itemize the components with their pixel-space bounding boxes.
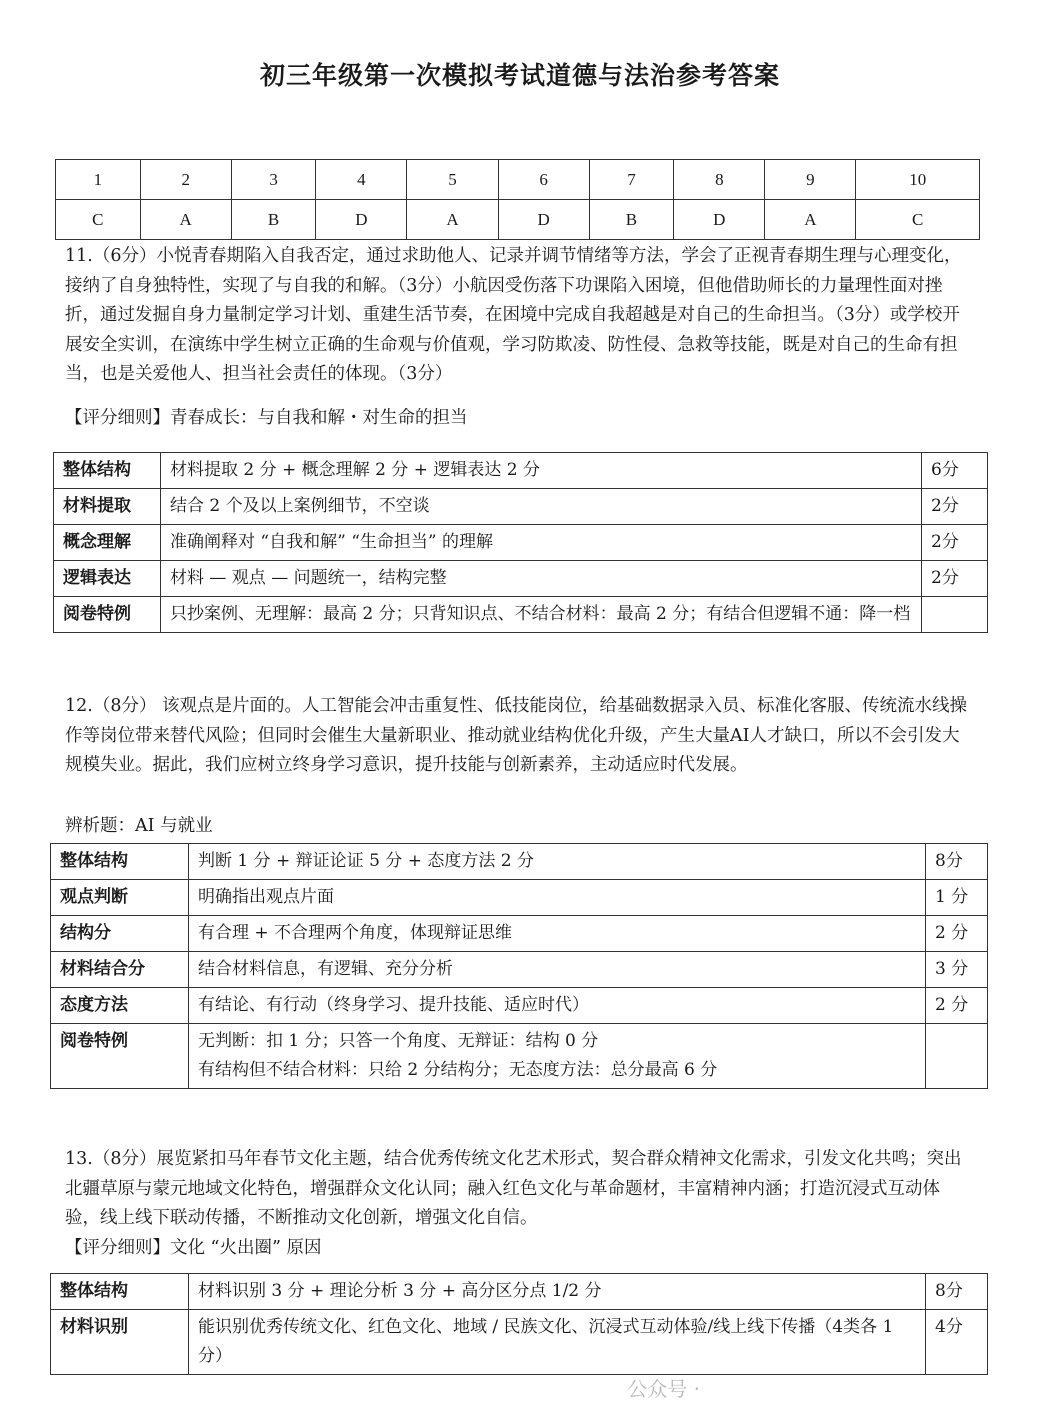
watermark: 公众号 · [627, 1377, 700, 1401]
question-number: 10 [856, 160, 980, 200]
rubric-criteria-line: 无判断：扣 1 分；只答一个角度、无辩证：结构 0 分 [198, 1031, 599, 1051]
rubric-item: 概念理解 [54, 525, 161, 561]
answer-letter: C [56, 200, 141, 240]
rubric-row [51, 880, 988, 916]
rubric-item: 材料提取 [54, 489, 161, 525]
answer-letter: A [765, 200, 856, 240]
answer-key-answer-row [56, 200, 980, 240]
rubric-score: 2分 [922, 561, 988, 597]
rubric-criteria: 材料 — 观点 — 问题统一，结构完整 [161, 561, 922, 597]
page-title: 初三年级第一次模拟考试道德与法治参考答案 [259, 61, 780, 90]
rubric-score [926, 1024, 988, 1089]
rubric-row [51, 916, 988, 952]
rubric-item: 整体结构 [51, 1274, 189, 1310]
answer-letter: D [316, 200, 407, 240]
question-number: 1 [56, 160, 141, 200]
rubric-score: 3 分 [926, 952, 988, 988]
q11-answer-text: 11.（6分）小悦青春期陷入自我否定，通过求助他人、记录并调节情绪等方法，学会了正视青春期生理与心理变化，接纳了自身独特性，实现了与自我的和解。（3分）小航因受伤落下功课陷入困境，但他借助师长的力量理性面对挫折，通过发掘自身力量制定学习计划、重建生活节奏，在困境中完成自我超越是对自己的生命担当。（3分）或学校开展安全实训，在演练中学生树立正确的生命观与价值观，学习防欺凌、防性侵、急救等技能，既是对自己的生命有担当，也是关爱他人、担当社会责任的体现。（3分） [65, 246, 962, 384]
answer-letter: D [674, 200, 765, 240]
rubric-score: 2 分 [926, 916, 988, 952]
question-number: 6 [498, 160, 589, 200]
rubric-row [51, 1274, 988, 1310]
rubric-item: 材料结合分 [51, 952, 189, 988]
q11-rubric-label: 【评分细则】青春成长：与自我和解・对生命的担当 [65, 408, 468, 428]
rubric-row [54, 453, 988, 489]
rubric-row [51, 952, 988, 988]
rubric-score: 8分 [926, 1274, 988, 1310]
rubric-criteria: 材料识别 3 分 + 理论分析 3 分 + 高分区分点 1/2 分 [189, 1274, 926, 1310]
rubric-score: 2分 [922, 489, 988, 525]
rubric-item: 材料识别 [51, 1310, 189, 1375]
rubric-item: 态度方法 [51, 988, 189, 1024]
rubric-score: 8分 [926, 844, 988, 880]
rubric-row [51, 1024, 988, 1089]
answer-letter: B [589, 200, 674, 240]
rubric-row [54, 561, 988, 597]
rubric-score: 4分 [926, 1310, 988, 1375]
answer-key-number-row [56, 160, 980, 200]
question-number: 7 [589, 160, 674, 200]
rubric-criteria: 判断 1 分 + 辩证论证 5 分 + 态度方法 2 分 [189, 844, 926, 880]
rubric-score: 6分 [922, 453, 988, 489]
q13-rubric-table [50, 1273, 988, 1375]
q13-answer-text: 13.（8分）展览紧扣马年春节文化主题，结合优秀传统文化艺术形式，契合群众精神文化需求，引发文化共鸣；突出北疆草原与蒙元地域文化特色，增强群众文化认同；融入红色文化与革命题材，丰富精神内涵；打造沉浸式互动体验，线上线下联动传播，不断推动文化创新，增强文化自信。 [65, 1149, 962, 1228]
question-number: 8 [674, 160, 765, 200]
rubric-item: 整体结构 [51, 844, 189, 880]
rubric-item: 阅卷特例 [54, 597, 161, 633]
rubric-item: 整体结构 [54, 453, 161, 489]
rubric-criteria: 明确指出观点片面 [189, 880, 926, 916]
answer-letter: A [140, 200, 231, 240]
rubric-score [922, 597, 988, 633]
answer-key-table [55, 159, 980, 240]
rubric-row [54, 597, 988, 633]
answer-letter: D [498, 200, 589, 240]
answer-letter: B [231, 200, 316, 240]
question-number: 4 [316, 160, 407, 200]
rubric-item: 结构分 [51, 916, 189, 952]
question-number: 5 [407, 160, 498, 200]
rubric-score: 2分 [922, 525, 988, 561]
rubric-criteria: 有结论、有行动（终身学习、提升技能、适应时代） [189, 988, 926, 1024]
rubric-score: 1 分 [926, 880, 988, 916]
rubric-item: 阅卷特例 [51, 1024, 189, 1089]
question-number: 3 [231, 160, 316, 200]
question-number: 2 [140, 160, 231, 200]
q11-rubric-table [53, 452, 988, 633]
answer-letter: A [407, 200, 498, 240]
rubric-criteria: 能识别优秀传统文化、红色文化、地域 / 民族文化、沉浸式互动体验/线上线下传播（4类各 1 分） [189, 1310, 926, 1375]
answer-letter: C [856, 200, 980, 240]
rubric-item: 逻辑表达 [54, 561, 161, 597]
rubric-row [54, 525, 988, 561]
rubric-row [51, 1310, 988, 1375]
rubric-criteria: 准确阐释对 “自我和解” “生命担当” 的理解 [161, 525, 922, 561]
rubric-row [54, 489, 988, 525]
rubric-row [51, 844, 988, 880]
rubric-criteria: 只抄案例、无理解：最高 2 分；只背知识点、不结合材料：最高 2 分；有结合但逻辑不通：降一档 [161, 597, 922, 633]
rubric-criteria: 结合材料信息，有逻辑、充分分析 [189, 952, 926, 988]
rubric-criteria-line: 有结构但不结合材料：只给 2 分结构分；无态度方法：总分最高 6 分 [198, 1060, 718, 1080]
rubric-criteria: 有合理 + 不合理两个角度，体现辩证思维 [189, 916, 926, 952]
q12-answer-text: 12.（8分） 该观点是片面的。人工智能会冲击重复性、低技能岗位，给基础数据录入员、标准化客服、传统流水线操作等岗位带来替代风险；但同时会催生大量新职业、推动就业结构优化升级，产生大量AI人才缺口，所以不会引发大规模失业。据此，我们应树立终身学习意识，提升技能与创新素养，主动适应时代发展。 [65, 696, 968, 775]
q13-rubric-label: 【评分细则】文化 “火出圈” 原因 [65, 1238, 322, 1258]
rubric-criteria: 材料提取 2 分 + 概念理解 2 分 + 逻辑表达 2 分 [161, 453, 922, 489]
rubric-score: 2 分 [926, 988, 988, 1024]
rubric-criteria: 结合 2 个及以上案例细节，不空谈 [161, 489, 922, 525]
q12-rubric-label: 辨析题：AI 与就业 [65, 816, 213, 836]
question-number: 9 [765, 160, 856, 200]
rubric-row [51, 988, 988, 1024]
rubric-item: 观点判断 [51, 880, 189, 916]
rubric-criteria [189, 1024, 926, 1089]
q12-rubric-table [50, 843, 988, 1089]
